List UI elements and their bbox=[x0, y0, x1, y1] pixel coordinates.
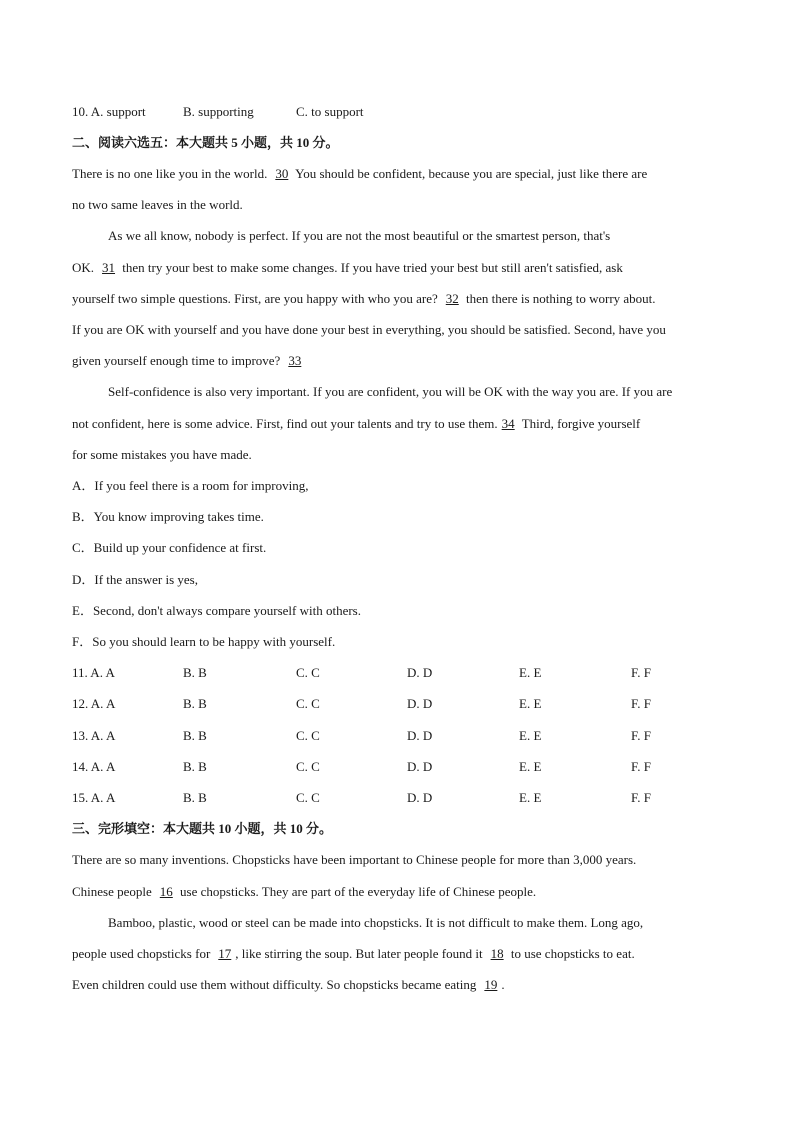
passage-line: OK. 31 then try your best to make some changes. If you have tried your best but still aren't satisfied, ask bbox=[72, 260, 623, 275]
answer-option: F. F bbox=[631, 696, 651, 711]
answer-option: B. B bbox=[183, 790, 207, 805]
answer-option: B. B bbox=[183, 665, 207, 680]
q10-option-c: C. to support bbox=[296, 104, 364, 119]
answer-option: D. D bbox=[407, 790, 433, 805]
question-10 bbox=[72, 104, 732, 120]
answer-option: F. F bbox=[631, 759, 651, 774]
blank-33: 33 bbox=[288, 353, 302, 368]
blank-17: 17 bbox=[218, 946, 232, 961]
answer-option: C. C bbox=[296, 759, 320, 774]
passage-line: no two same leaves in the world. bbox=[72, 197, 243, 212]
answer-option: D. D bbox=[407, 696, 433, 711]
blank-18: 18 bbox=[490, 946, 504, 961]
blank-34: 34 bbox=[501, 416, 515, 431]
passage-line: yourself two simple questions. First, are you happy with who you are? 32 then there is nothing to worry about. bbox=[72, 291, 656, 306]
answer-option: C. C bbox=[296, 728, 320, 743]
answer-row-11 bbox=[72, 665, 732, 681]
answer-option: B. B bbox=[183, 728, 207, 743]
passage-line: for some mistakes you have made. bbox=[72, 447, 252, 462]
q10-option-b: B. supporting bbox=[183, 104, 254, 119]
answer-option: C. C bbox=[296, 696, 320, 711]
answer-option: 15. A. A bbox=[72, 790, 116, 805]
answer-option: E. E bbox=[519, 759, 542, 774]
option-a: A．If you feel there is a room for improving, bbox=[72, 478, 309, 493]
answer-option: F. F bbox=[631, 790, 651, 805]
passage-line: not confident, here is some advice. First, find out your talents and try to use them. 34 Third, forgive yourself bbox=[72, 416, 641, 431]
answer-option: E. E bbox=[519, 728, 542, 743]
cloze-line: Bamboo, plastic, wood or steel can be made into chopsticks. It is not difficult to make them. Long ago, bbox=[108, 915, 644, 930]
answer-row-12 bbox=[72, 696, 732, 712]
answer-option: 13. A. A bbox=[72, 728, 116, 743]
passage-line: As we all know, nobody is perfect. If you are not the most beautiful or the smartest person, that's bbox=[108, 228, 611, 243]
answer-option: D. D bbox=[407, 728, 433, 743]
blank-31: 31 bbox=[102, 260, 116, 275]
answer-row-13 bbox=[72, 728, 732, 744]
answer-option: C. C bbox=[296, 790, 320, 805]
answer-option: B. B bbox=[183, 696, 207, 711]
answer-option: E. E bbox=[519, 790, 542, 805]
cloze-line: Chinese people 16 use chopsticks. They are part of the everyday life of Chinese people. bbox=[72, 884, 537, 899]
option-c: C．Build up your confidence at first. bbox=[72, 540, 267, 555]
section-3-heading: 三、完形填空：本大题共 10 小题，共 10 分。 bbox=[72, 821, 333, 836]
passage-line: If you are OK with yourself and you have done your best in everything, you should be satisfied. Second, have you bbox=[72, 322, 666, 337]
option-e: E．Second, don't always compare yourself with others. bbox=[72, 603, 361, 618]
passage-line: given yourself enough time to improve? 33 bbox=[72, 353, 724, 369]
answer-option: F. F bbox=[631, 728, 651, 743]
answer-option: C. C bbox=[296, 665, 320, 680]
blank-19: 19 bbox=[484, 977, 498, 992]
answer-option: 12. A. A bbox=[72, 696, 116, 711]
option-d: D．If the answer is yes, bbox=[72, 572, 198, 587]
answer-option: B. B bbox=[183, 759, 207, 774]
cloze-line: There are so many inventions. Chopsticks have been important to Chinese people for more than 3,000 years. bbox=[72, 852, 637, 867]
passage-line: Self-confidence is also very important. If you are confident, you will be OK with the way you are. If you are bbox=[108, 384, 673, 399]
cloze-line: people used chopsticks for 17 , like stirring the soup. But later people found it 18 to use chopsticks to eat. bbox=[72, 946, 635, 961]
answer-row-15 bbox=[72, 790, 732, 806]
option-f: F．So you should learn to be happy with yourself. bbox=[72, 634, 336, 649]
answer-option: F. F bbox=[631, 665, 651, 680]
blank-32: 32 bbox=[445, 291, 459, 306]
cloze-line: Even children could use them without difficulty. So chopsticks became eating 19 . bbox=[72, 977, 505, 992]
q10-option-a: 10. A. support bbox=[72, 104, 146, 119]
section-2-heading: 二、阅读六选五：本大题共 5 小题，共 10 分。 bbox=[72, 135, 339, 150]
answer-option: D. D bbox=[407, 665, 433, 680]
answer-option: D. D bbox=[407, 759, 433, 774]
answer-option: E. E bbox=[519, 665, 542, 680]
blank-30: 30 bbox=[275, 166, 289, 181]
option-b: B．You know improving takes time. bbox=[72, 509, 264, 524]
blank-16: 16 bbox=[159, 884, 173, 899]
answer-option: 11. A. A bbox=[72, 665, 115, 680]
answer-row-14 bbox=[72, 759, 732, 775]
passage-line: There is no one like you in the world. 30 You should be confident, because you are special, just like there are bbox=[72, 166, 648, 181]
answer-option: 14. A. A bbox=[72, 759, 116, 774]
answer-option: E. E bbox=[519, 696, 542, 711]
